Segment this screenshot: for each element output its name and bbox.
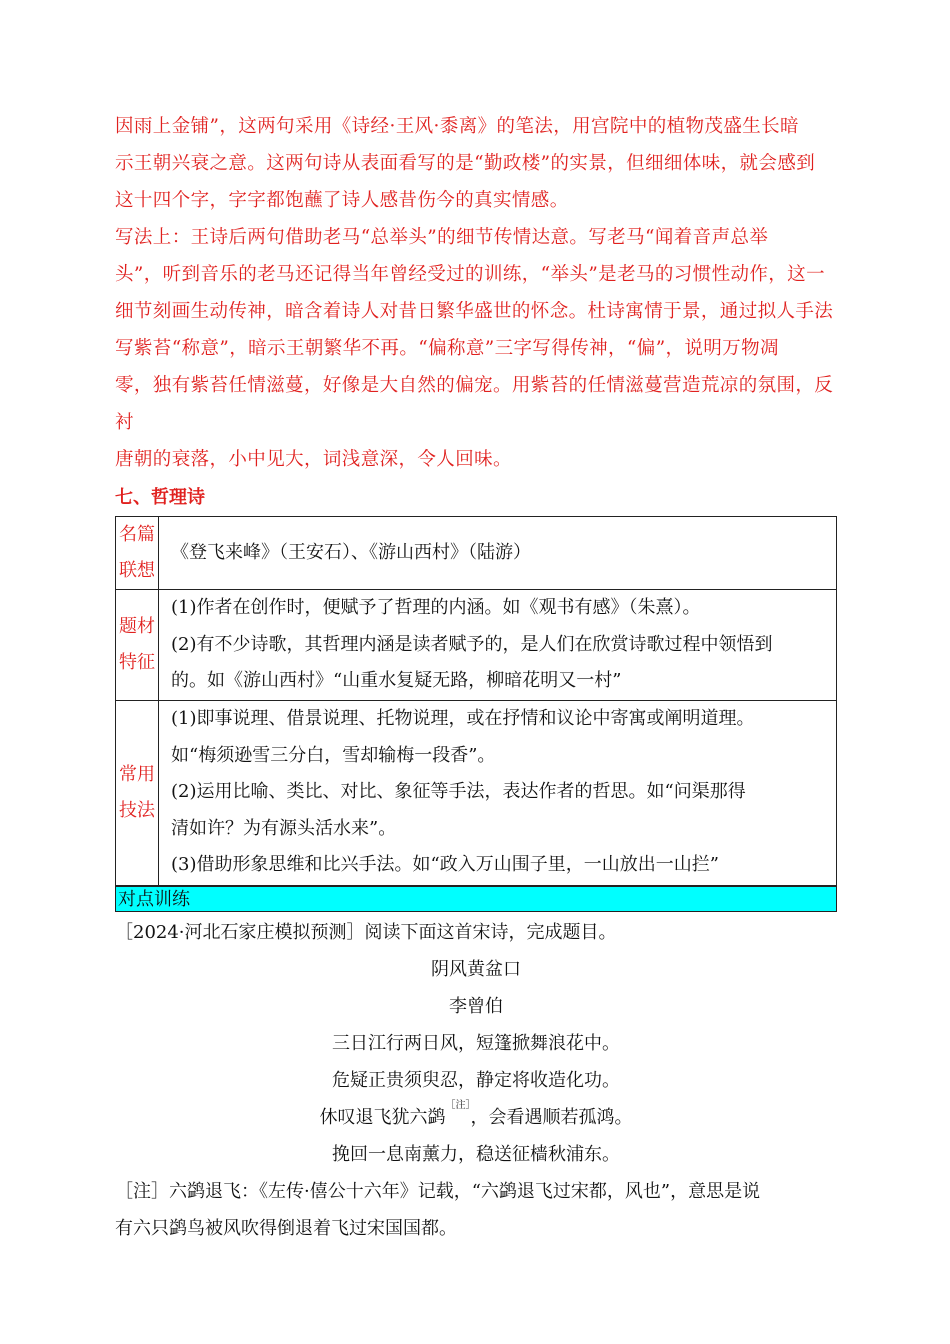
analysis-line: 零，独有紫苔任情滋蔓，好像是大自然的偏宠。用紫苔的任情滋蔓营造荒凉的氛围，反衬: [115, 375, 834, 433]
row-label: [116, 590, 159, 701]
poem-line: 三日江行两日风，短篷掀舞浪花中。: [332, 1032, 620, 1054]
poem-line: [115, 1099, 837, 1136]
analysis-line: 因雨上金铺”，这两句采用《诗经·王风·黍离》的笔法，用宫院中的植物茂盛生长暗: [115, 116, 799, 137]
row-label-line: 名篇: [119, 524, 155, 545]
row-label: [116, 700, 159, 885]
row-content-line: (3)借助形象思维和比兴手法。如“政入万山围子里，一山放出一山拦”: [171, 854, 719, 876]
section-title: 七、哲理诗: [115, 487, 205, 508]
practice-intro: ［2024·河北石家庄模拟预测］阅读下面这首宋诗，完成题目。: [115, 921, 617, 943]
analysis-line: 这十四个字，字字都饱蘸了诗人感昔伤今的真实情感。: [115, 190, 569, 211]
analysis-line: 头”，听到音乐的老马还记得当年曾经受过的训练，“举头”是老马的习惯性动作，这一: [115, 264, 825, 285]
row-content-line: (1)即事说理、借景说理、托物说理，或在抒情和议论中寄寓或阐明道理。: [171, 708, 755, 730]
table-row: [116, 517, 837, 590]
row-content-line: (2)运用比喻、类比、对比、象征等手法，表达作者的哲思。如“问渠那得: [171, 781, 746, 803]
analysis-line: 写紫苔“称意”，暗示王朝繁华不再。“偏称意”三字写得传神，“偏”，说明万物凋: [115, 338, 779, 359]
row-label: [116, 517, 159, 590]
poem-author: 李曾伯: [449, 995, 503, 1017]
note-line: ［注］六鹢退飞：《左传·僖公十六年》记载，“六鹢退飞过宋都，风也”，意思是说: [115, 1180, 761, 1202]
row-content-line: 《登飞来峰》（王安石）、《游山西村》（陆游）: [171, 541, 531, 563]
poem-title: 阴风黄盆口: [431, 958, 521, 980]
row-label-line: 常用: [119, 763, 155, 785]
analysis-line: 写法上：王诗后两句借助老马“总举头”的细节传情达意。写老马“闻着音声总举: [115, 227, 769, 248]
poem-line: 危疑正贵须臾忍，静定将收造化功。: [332, 1069, 620, 1091]
analysis-line: 唐朝的衰落，小中见大，词浅意深，令人回味。: [115, 449, 512, 470]
analysis-line: 示王朝兴衰之意。这两句诗从表面看写的是“勤政楼”的实景，但细细体味，就会感到: [115, 153, 816, 174]
note-line: 有六只鹢鸟被风吹得倒退着飞过宋国国都。: [115, 1217, 457, 1239]
row-content-line: (1)作者在创作时，便赋予了哲理的内涵。如《观书有感》（朱熹）。: [171, 597, 701, 618]
document-page: [115, 108, 837, 1247]
note-marker: ［注］: [445, 1099, 471, 1111]
analysis-line: 细节刻画生动传神，暗含着诗人对昔日繁华盛世的怀念。杜诗寓情于景，通过拟人手法: [115, 301, 834, 322]
table-row: [116, 700, 837, 885]
row-content-line: 清如许？为有源头活水来”。: [171, 817, 397, 839]
row-label-line: 特征: [119, 651, 155, 673]
row-content-line: (2)有不少诗歌，其哲理内涵是读者赋予的，是人们在欣赏诗歌过程中领悟到: [171, 633, 773, 655]
row-label-line: 技法: [119, 799, 155, 821]
row-content-line: 的。如《游山西村》“山重水复疑无路，柳暗花明又一村”: [171, 670, 622, 691]
poem-line: 挽回一息南薰力，稳送征樯秋浦东。: [332, 1143, 620, 1165]
philosophy-poem-table: [115, 516, 837, 886]
practice-band: 对点训练: [115, 886, 837, 912]
poem-line-part: 休叹退飞犹六鹢: [319, 1106, 446, 1128]
row-content: [159, 700, 837, 885]
poem-line-part: ，会看遇顺若孤鸿。: [470, 1106, 633, 1128]
practice-section: [115, 914, 837, 1247]
row-content: [159, 517, 837, 590]
row-label-line: 题材: [119, 615, 155, 637]
row-label-line: 联想: [119, 560, 155, 581]
row-content: [159, 590, 837, 701]
row-content-line: 如“梅须逊雪三分白，雪却输梅一段香”。: [171, 744, 496, 766]
table-row: [116, 590, 837, 701]
analysis-block: [115, 108, 837, 478]
